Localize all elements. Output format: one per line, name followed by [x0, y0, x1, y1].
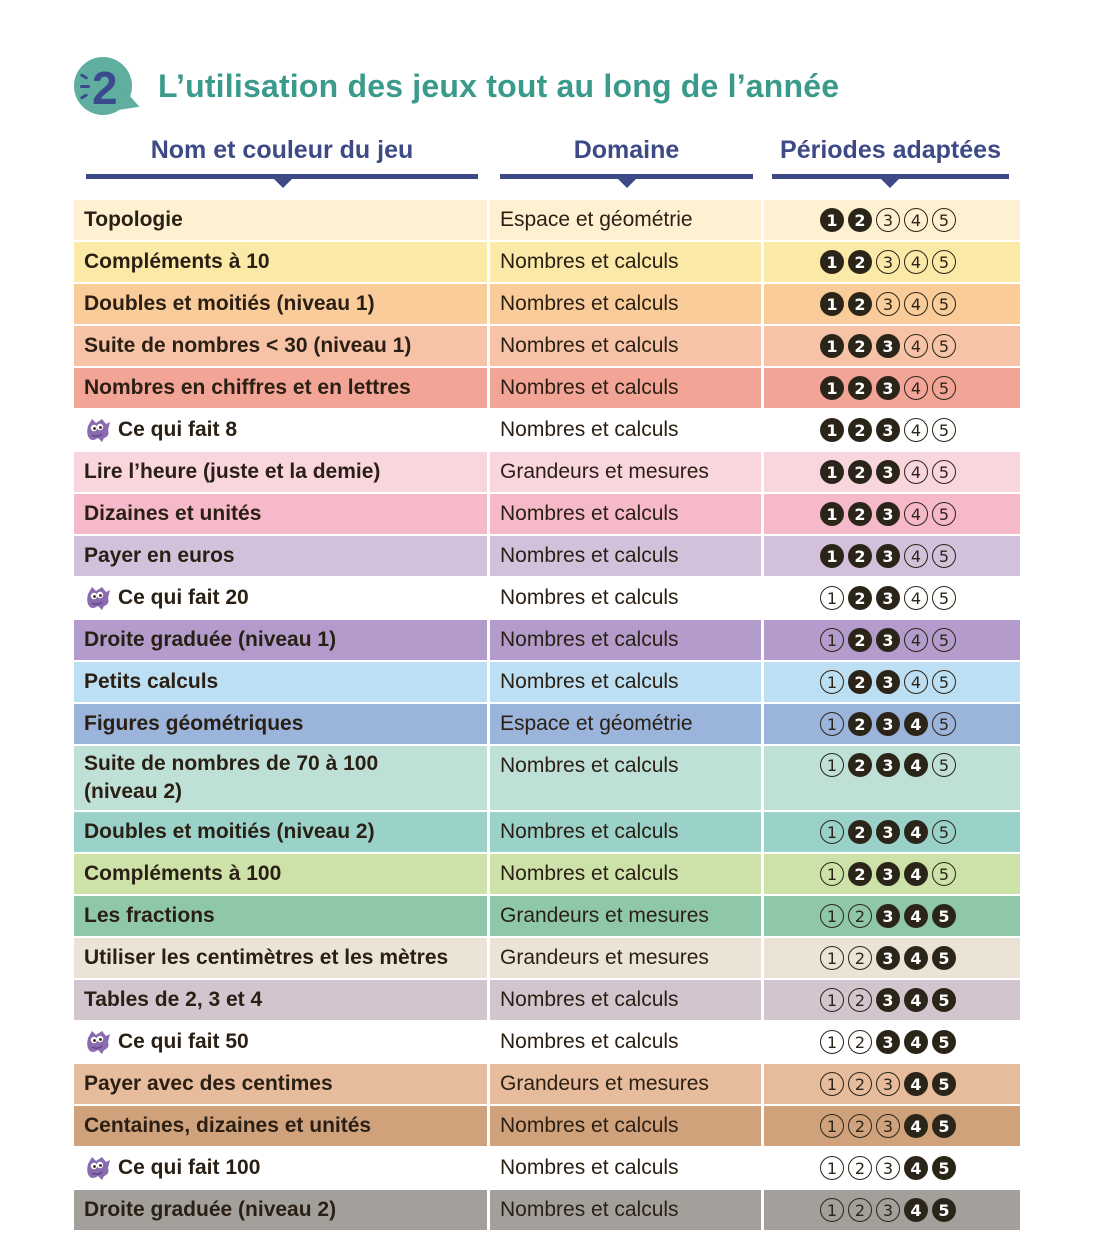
- periods-cell: [764, 938, 1020, 978]
- period-active-badge: 3: [876, 988, 900, 1012]
- domain-cell: [490, 284, 761, 324]
- domain-cell: [490, 854, 761, 894]
- period-active-badge: 2: [848, 502, 872, 526]
- period-active-badge: 2: [848, 670, 872, 694]
- column-header-domain: Domaine: [573, 136, 680, 164]
- game-name: Ce qui fait 50: [118, 1030, 249, 1053]
- game-name: Compléments à 100: [84, 862, 282, 885]
- monster-mascot-icon: [84, 416, 112, 444]
- game-name: Les fractions: [84, 904, 215, 927]
- domain-label: Nombres et calculs: [500, 376, 679, 399]
- section-title: L’utilisation des jeux tout au long de l’année: [158, 67, 840, 104]
- period-active-badge: 2: [848, 292, 872, 316]
- period-inactive-badge: 1: [820, 586, 844, 610]
- column-header-periods: Périodes adaptées: [780, 136, 1001, 164]
- period-active-badge: 5: [932, 1072, 956, 1096]
- period-active-badge: 5: [932, 904, 956, 928]
- table-row: [74, 896, 1020, 936]
- table-row: [74, 368, 1020, 408]
- period-inactive-badge: 5: [932, 586, 956, 610]
- period-active-badge: 5: [932, 1156, 956, 1180]
- game-name: Figures géométriques: [84, 712, 304, 735]
- period-inactive-badge: 2: [848, 904, 872, 928]
- periods-cell: [764, 410, 1020, 450]
- period-inactive-badge: 1: [820, 862, 844, 886]
- period-inactive-badge: 4: [904, 292, 928, 316]
- periods-cell: [764, 746, 1020, 810]
- domain-label: Nombres et calculs: [500, 628, 679, 651]
- period-inactive-badge: 3: [876, 1198, 900, 1222]
- game-name-cell: [74, 284, 487, 324]
- game-name: Ce qui fait 100: [118, 1156, 261, 1179]
- period-active-badge: 5: [932, 1198, 956, 1222]
- domain-label: Nombres et calculs: [500, 250, 679, 273]
- domain-label: Nombres et calculs: [500, 502, 679, 525]
- domain-cell: [490, 1022, 761, 1062]
- period-active-badge: 4: [904, 712, 928, 736]
- period-inactive-badge: 5: [932, 502, 956, 526]
- game-name: Droite graduée (niveau 2): [84, 1198, 337, 1221]
- period-inactive-badge: 4: [904, 208, 928, 232]
- domain-cell: [490, 704, 761, 744]
- periods-cell: [764, 620, 1020, 660]
- period-inactive-badge: 2: [848, 1114, 872, 1138]
- period-inactive-badge: 1: [820, 670, 844, 694]
- table-row: [74, 494, 1020, 534]
- domain-cell: [490, 662, 761, 702]
- period-inactive-badge: 4: [904, 586, 928, 610]
- game-name: Dizaines et unités: [84, 502, 262, 525]
- periods-cell: [764, 854, 1020, 894]
- period-inactive-badge: 1: [820, 904, 844, 928]
- period-active-badge: 4: [904, 946, 928, 970]
- period-inactive-badge: 1: [820, 1030, 844, 1054]
- period-active-badge: 5: [932, 1030, 956, 1054]
- game-name-cell: [74, 1148, 487, 1188]
- table-row: [74, 704, 1020, 744]
- domain-cell: [490, 452, 761, 492]
- period-inactive-badge: 2: [848, 1072, 872, 1096]
- game-name-cell: [74, 746, 487, 810]
- period-active-badge: 5: [932, 946, 956, 970]
- period-active-badge: 2: [848, 862, 872, 886]
- period-inactive-badge: 5: [932, 862, 956, 886]
- period-active-badge: 4: [904, 1030, 928, 1054]
- game-name: Doubles et moitiés (niveau 1): [84, 292, 375, 315]
- periods-cell: [764, 896, 1020, 936]
- game-name-cell: [74, 980, 487, 1020]
- game-name-cell: [74, 812, 487, 852]
- domain-cell: [490, 746, 761, 810]
- down-arrow-icon: [881, 179, 899, 188]
- period-active-badge: 4: [904, 1114, 928, 1138]
- game-name: Nombres en chiffres et en lettres: [84, 376, 411, 399]
- period-inactive-badge: 2: [848, 946, 872, 970]
- period-active-badge: 3: [876, 753, 900, 777]
- periods-cell: [764, 578, 1020, 618]
- game-name-cell: [74, 410, 487, 450]
- game-name: Suite de nombres < 30 (niveau 1): [84, 334, 412, 357]
- down-arrow-icon: [618, 179, 636, 188]
- periods-cell: [764, 242, 1020, 282]
- period-active-badge: 3: [876, 334, 900, 358]
- game-name: Droite graduée (niveau 1): [84, 628, 337, 651]
- period-active-badge: 1: [820, 250, 844, 274]
- game-name-cell: [74, 368, 487, 408]
- game-name-cell: [74, 1022, 487, 1062]
- game-name-cell: [74, 242, 487, 282]
- period-inactive-badge: 2: [848, 1030, 872, 1054]
- period-active-badge: 3: [876, 376, 900, 400]
- periods-cell: [764, 1148, 1020, 1188]
- domain-label: Nombres et calculs: [500, 586, 679, 609]
- period-active-badge: 2: [848, 544, 872, 568]
- domain-cell: [490, 980, 761, 1020]
- period-active-badge: 2: [848, 460, 872, 484]
- period-inactive-badge: 5: [932, 208, 956, 232]
- period-active-badge: 5: [932, 988, 956, 1012]
- period-active-badge: 4: [904, 1072, 928, 1096]
- period-active-badge: 2: [848, 334, 872, 358]
- period-active-badge: 3: [876, 460, 900, 484]
- domain-cell: [490, 1190, 761, 1230]
- period-inactive-badge: 2: [848, 1198, 872, 1222]
- game-name: Petits calculs: [84, 670, 219, 693]
- domain-cell: [490, 1148, 761, 1188]
- period-active-badge: 1: [820, 502, 844, 526]
- domain-cell: [490, 368, 761, 408]
- domain-label: Nombres et calculs: [500, 862, 679, 885]
- game-name: Payer avec des centimes: [84, 1072, 333, 1095]
- period-active-badge: 2: [848, 712, 872, 736]
- period-inactive-badge: 5: [932, 460, 956, 484]
- period-active-badge: 4: [904, 1156, 928, 1180]
- domain-cell: [490, 812, 761, 852]
- period-active-badge: 1: [820, 460, 844, 484]
- table-row: [74, 452, 1020, 492]
- table-row: [74, 1022, 1020, 1062]
- periods-cell: [764, 1190, 1020, 1230]
- table-row: [74, 536, 1020, 576]
- game-name-cell: [74, 452, 487, 492]
- periods-cell: [764, 812, 1020, 852]
- period-active-badge: 4: [904, 1198, 928, 1222]
- game-name-cell: [74, 578, 487, 618]
- period-inactive-badge: 1: [820, 1156, 844, 1180]
- table-row: [74, 938, 1020, 978]
- periods-cell: [764, 368, 1020, 408]
- table-row: [74, 410, 1020, 450]
- period-active-badge: 2: [848, 628, 872, 652]
- game-name: Ce qui fait 8: [118, 418, 238, 441]
- game-name: Tables de 2, 3 et 4: [84, 988, 263, 1011]
- period-inactive-badge: 1: [820, 753, 844, 777]
- period-inactive-badge: 4: [904, 250, 928, 274]
- period-active-badge: 1: [820, 376, 844, 400]
- game-name: Lire l’heure (juste et la demie): [84, 460, 381, 483]
- period-inactive-badge: 3: [876, 1072, 900, 1096]
- period-active-badge: 3: [876, 586, 900, 610]
- period-inactive-badge: 5: [932, 753, 956, 777]
- period-inactive-badge: 4: [904, 670, 928, 694]
- domain-label: Nombres et calculs: [500, 1114, 679, 1137]
- period-inactive-badge: 5: [932, 712, 956, 736]
- periods-cell: [764, 1106, 1020, 1146]
- period-active-badge: 2: [848, 753, 872, 777]
- period-inactive-badge: 1: [820, 1072, 844, 1096]
- domain-cell: [490, 200, 761, 240]
- section-header: [74, 55, 839, 117]
- period-active-badge: 2: [848, 418, 872, 442]
- period-inactive-badge: 5: [932, 670, 956, 694]
- domain-cell: [490, 410, 761, 450]
- period-inactive-badge: 1: [820, 1198, 844, 1222]
- table-row: [74, 326, 1020, 366]
- table-row: [74, 1190, 1020, 1230]
- period-inactive-badge: 2: [848, 988, 872, 1012]
- periods-cell: [764, 980, 1020, 1020]
- period-active-badge: 2: [848, 820, 872, 844]
- period-inactive-badge: 3: [876, 292, 900, 316]
- domain-label: Nombres et calculs: [500, 754, 679, 777]
- table-row: [74, 662, 1020, 702]
- table-row: [74, 1148, 1020, 1188]
- period-active-badge: 5: [932, 1114, 956, 1138]
- period-inactive-badge: 2: [848, 1156, 872, 1180]
- period-inactive-badge: 4: [904, 502, 928, 526]
- period-active-badge: 3: [876, 946, 900, 970]
- periods-cell: [764, 536, 1020, 576]
- domain-cell: [490, 1106, 761, 1146]
- monster-mascot-icon: [84, 584, 112, 612]
- period-inactive-badge: 5: [932, 334, 956, 358]
- section-number-badge: [74, 57, 140, 115]
- domain-label: Nombres et calculs: [500, 418, 679, 441]
- domain-cell: [490, 536, 761, 576]
- game-name: Topologie: [84, 208, 183, 231]
- period-active-badge: 1: [820, 292, 844, 316]
- domain-label: Nombres et calculs: [500, 988, 679, 1011]
- period-active-badge: 3: [876, 628, 900, 652]
- down-arrow-icon: [274, 179, 292, 188]
- column-header-name: Nom et couleur du jeu: [150, 136, 414, 164]
- table-row: [74, 746, 1020, 810]
- sparkle-rays-icon: [80, 75, 92, 99]
- periods-cell: [764, 284, 1020, 324]
- period-inactive-badge: 5: [932, 628, 956, 652]
- domain-cell: [490, 896, 761, 936]
- period-active-badge: 2: [848, 208, 872, 232]
- domain-cell: [490, 938, 761, 978]
- table-row: [74, 620, 1020, 660]
- domain-cell: [490, 494, 761, 534]
- period-active-badge: 3: [876, 418, 900, 442]
- period-active-badge: 4: [904, 904, 928, 928]
- period-inactive-badge: 4: [904, 418, 928, 442]
- domain-label: Nombres et calculs: [500, 1198, 679, 1221]
- period-inactive-badge: 5: [932, 250, 956, 274]
- domain-label: Nombres et calculs: [500, 1156, 679, 1179]
- periods-cell: [764, 494, 1020, 534]
- game-name-cell: [74, 620, 487, 660]
- game-name-cell: [74, 854, 487, 894]
- periods-cell: [764, 1064, 1020, 1104]
- period-active-badge: 1: [820, 544, 844, 568]
- period-active-badge: 3: [876, 502, 900, 526]
- monster-mascot-icon: [84, 1028, 112, 1056]
- period-active-badge: 2: [848, 250, 872, 274]
- table-row: [74, 812, 1020, 852]
- table-row: [74, 200, 1020, 240]
- period-active-badge: 3: [876, 904, 900, 928]
- domain-label: Grandeurs et mesures: [500, 460, 709, 483]
- game-name: Compléments à 10: [84, 250, 270, 273]
- game-name-cell: [74, 1064, 487, 1104]
- domain-label: Espace et géométrie: [500, 712, 693, 735]
- domain-cell: [490, 326, 761, 366]
- period-active-badge: 3: [876, 862, 900, 886]
- period-active-badge: 4: [904, 862, 928, 886]
- domain-label: Nombres et calculs: [500, 334, 679, 357]
- domain-label: Grandeurs et mesures: [500, 1072, 709, 1095]
- domain-cell: [490, 578, 761, 618]
- game-name-cell: [74, 326, 487, 366]
- game-name-cell: [74, 938, 487, 978]
- periods-cell: [764, 452, 1020, 492]
- domain-label: Grandeurs et mesures: [500, 946, 709, 969]
- period-inactive-badge: 5: [932, 544, 956, 568]
- domain-label: Grandeurs et mesures: [500, 904, 709, 927]
- games-table: [74, 200, 1020, 1232]
- table-row: [74, 1106, 1020, 1146]
- periods-cell: [764, 326, 1020, 366]
- domain-label: Nombres et calculs: [500, 670, 679, 693]
- domain-cell: [490, 1064, 761, 1104]
- table-row: [74, 284, 1020, 324]
- game-name: Doubles et moitiés (niveau 2): [84, 820, 375, 843]
- table-row: [74, 1064, 1020, 1104]
- period-active-badge: 2: [848, 376, 872, 400]
- period-inactive-badge: 4: [904, 334, 928, 358]
- table-row: [74, 578, 1020, 618]
- period-inactive-badge: 4: [904, 628, 928, 652]
- game-name-cell: [74, 494, 487, 534]
- monster-mascot-icon: [84, 1154, 112, 1182]
- game-name-cell: [74, 662, 487, 702]
- period-inactive-badge: 3: [876, 208, 900, 232]
- period-inactive-badge: 3: [876, 1156, 900, 1180]
- periods-cell: [764, 200, 1020, 240]
- table-row: [74, 980, 1020, 1020]
- period-inactive-badge: 1: [820, 712, 844, 736]
- period-active-badge: 1: [820, 208, 844, 232]
- domain-label: Nombres et calculs: [500, 544, 679, 567]
- period-inactive-badge: 1: [820, 628, 844, 652]
- domain-label: Nombres et calculs: [500, 820, 679, 843]
- periods-cell: [764, 662, 1020, 702]
- game-name: Centaines, dizaines et unités: [84, 1114, 372, 1137]
- period-active-badge: 3: [876, 820, 900, 844]
- period-inactive-badge: 1: [820, 988, 844, 1012]
- game-name-cell: [74, 200, 487, 240]
- game-name-cell: [74, 1190, 487, 1230]
- period-active-badge: 3: [876, 670, 900, 694]
- domain-cell: [490, 242, 761, 282]
- period-active-badge: 1: [820, 334, 844, 358]
- period-active-badge: 4: [904, 753, 928, 777]
- period-active-badge: 1: [820, 418, 844, 442]
- period-active-badge: 3: [876, 712, 900, 736]
- game-name-cell: [74, 704, 487, 744]
- period-active-badge: 3: [876, 544, 900, 568]
- period-inactive-badge: 3: [876, 1114, 900, 1138]
- period-inactive-badge: 5: [932, 418, 956, 442]
- period-inactive-badge: 5: [932, 820, 956, 844]
- period-inactive-badge: 3: [876, 250, 900, 274]
- periods-cell: [764, 1022, 1020, 1062]
- periods-cell: [764, 704, 1020, 744]
- period-inactive-badge: 1: [820, 946, 844, 970]
- game-name-cell: [74, 536, 487, 576]
- game-name: Suite de nombres de 70 à 100 (niveau 2): [84, 752, 379, 803]
- period-active-badge: 4: [904, 820, 928, 844]
- period-inactive-badge: 1: [820, 820, 844, 844]
- period-inactive-badge: 1: [820, 1114, 844, 1138]
- game-name-cell: [74, 1106, 487, 1146]
- table-row: [74, 242, 1020, 282]
- period-inactive-badge: 4: [904, 544, 928, 568]
- domain-label: Nombres et calculs: [500, 292, 679, 315]
- table-row: [74, 854, 1020, 894]
- game-name: Utiliser les centimètres et les mètres: [84, 946, 449, 969]
- game-name: Ce qui fait 20: [118, 586, 249, 609]
- period-active-badge: 3: [876, 1030, 900, 1054]
- period-active-badge: 2: [848, 586, 872, 610]
- game-name-cell: [74, 896, 487, 936]
- period-inactive-badge: 5: [932, 376, 956, 400]
- period-inactive-badge: 4: [904, 376, 928, 400]
- domain-label: Espace et géométrie: [500, 208, 693, 231]
- domain-label: Nombres et calculs: [500, 1030, 679, 1053]
- period-active-badge: 4: [904, 988, 928, 1012]
- domain-cell: [490, 620, 761, 660]
- game-name: Payer en euros: [84, 544, 235, 567]
- section-number: 2: [92, 62, 118, 114]
- period-inactive-badge: 5: [932, 292, 956, 316]
- period-inactive-badge: 4: [904, 460, 928, 484]
